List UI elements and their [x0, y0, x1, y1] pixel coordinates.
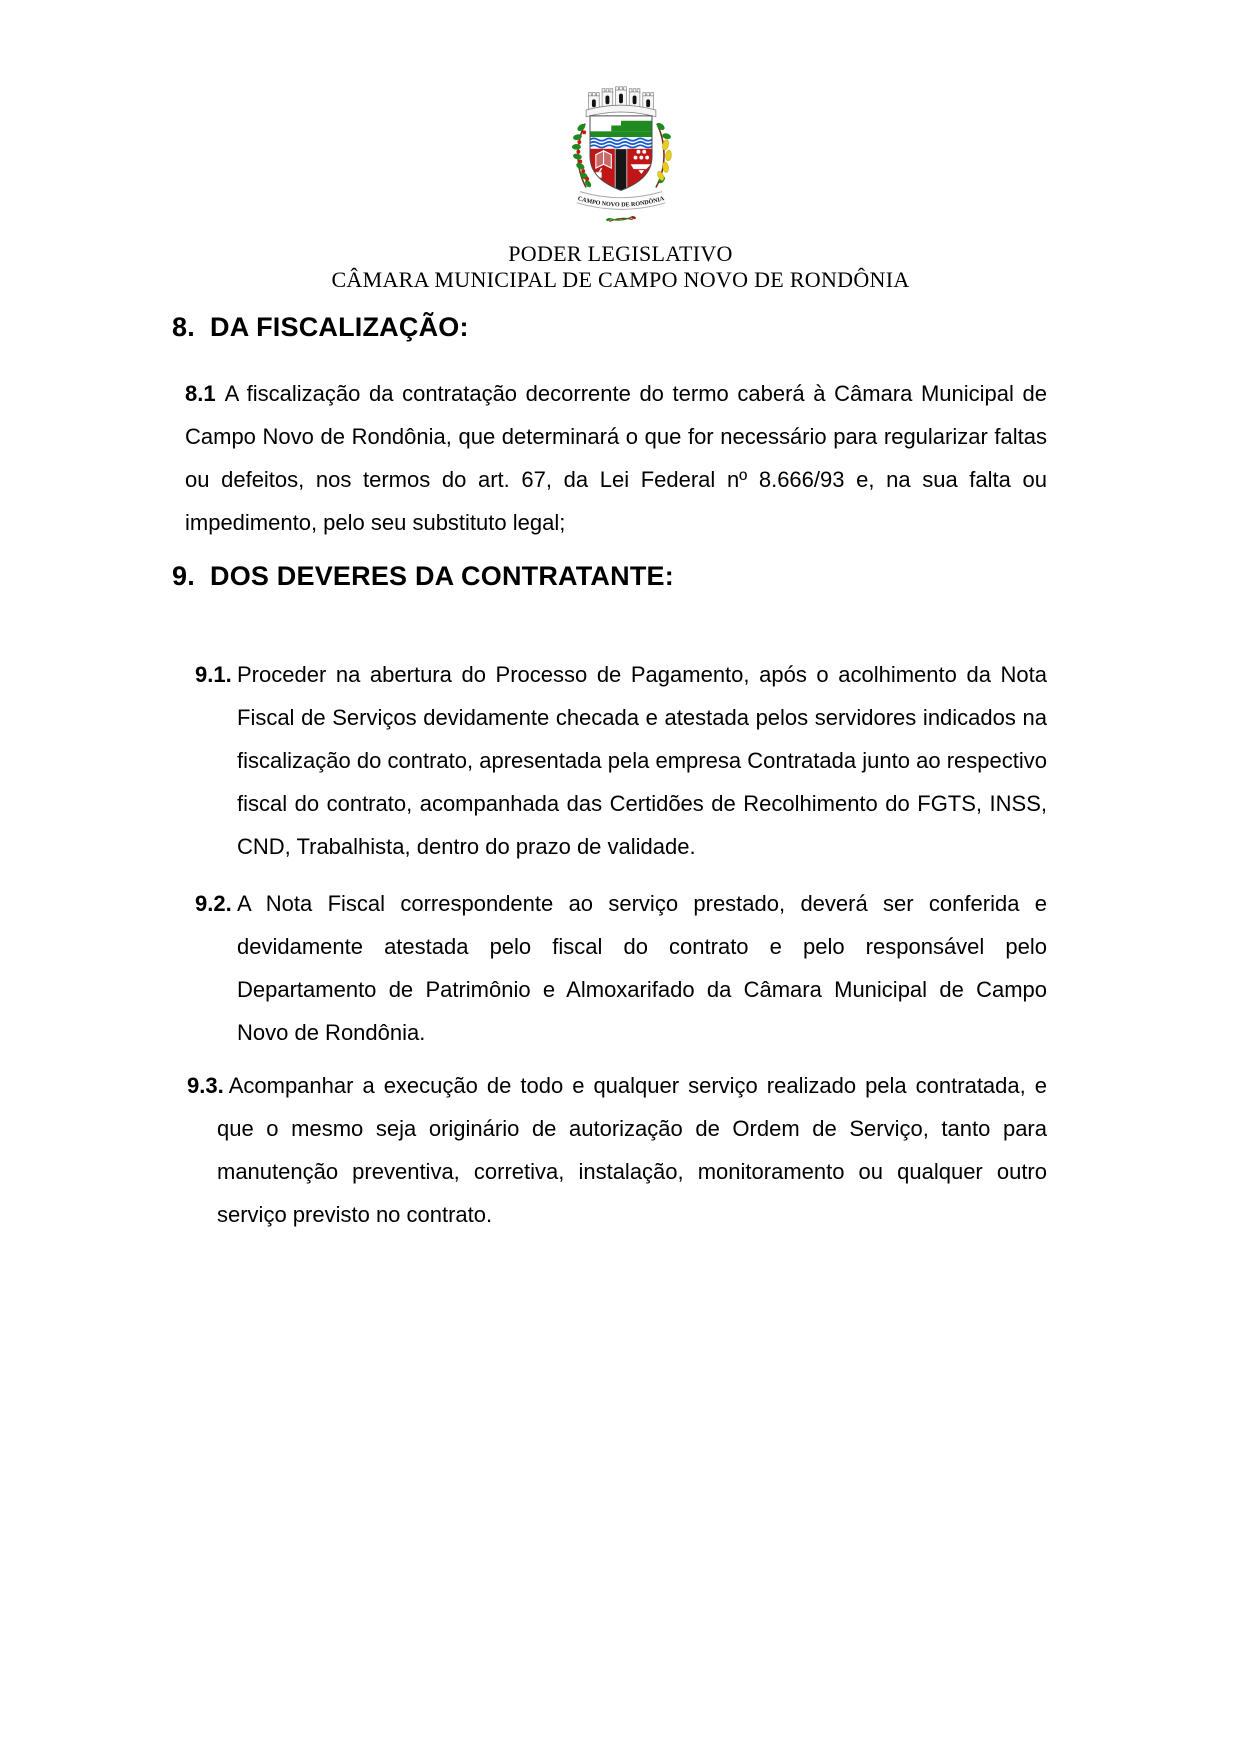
banner-ribbon — [576, 196, 665, 209]
section-9-heading — [172, 559, 1241, 593]
clause-9-3-number: 9.3. — [187, 1073, 224, 1098]
section-8-title: DA FISCALIZAÇÃO: — [210, 312, 469, 342]
municipal-coat-of-arms-icon — [553, 80, 689, 235]
section-8-heading — [172, 310, 1241, 344]
clause-9-3-text: Acompanhar a execução de todo e qualquer serviço realizado pela contratada, e que o mesmo seja originário de autorização de Ordem de Serviço, tanto para manutenção preventiva, corretiva, instalação, monitoramento ou qualquer outro serviço previsto no contrato. — [217, 1073, 1047, 1227]
org-line-camara-municipal: CÂMARA MUNICIPAL DE CAMPO NOVO DE RONDÔNIA — [331, 267, 910, 292]
sprig-icon — [605, 215, 635, 221]
section-8-number: 8. — [172, 312, 195, 342]
coffee-branch-icon — [571, 122, 591, 188]
clause-9-1 — [185, 653, 1047, 868]
org-line-poder-legislativo: PODER LEGISLATIVO — [508, 241, 733, 266]
mural-crown-icon — [586, 87, 656, 117]
clause-9-3 — [185, 1064, 1047, 1236]
crest-banner-text: CAMPO NOVO DE RONDÔNIA — [576, 196, 665, 209]
section-9-number: 9. — [172, 561, 195, 591]
clause-8-1 — [185, 372, 1047, 544]
clause-9-1-number: 9.1. — [195, 662, 232, 687]
letterhead — [0, 0, 1241, 293]
document-body — [0, 310, 1241, 1236]
cacao-branch-icon — [655, 121, 671, 187]
clause-9-2-number: 9.2. — [195, 891, 232, 916]
section-9-title: DOS DEVERES DA CONTRATANTE: — [210, 561, 674, 591]
clause-8-1-text: A fiscalização da contratação decorrente do termo caberá à Câmara Municipal de Campo Novo de Rondônia, que determinará o que for necessário para regularizar faltas ou defeitos, nos termos do art. 67, da Lei Federal nº 8.666/93 e, na sua falta ou impedimento, pelo seu substituto legal; — [185, 381, 1047, 535]
clause-9-2 — [185, 882, 1047, 1054]
shield-icon — [590, 116, 652, 194]
clause-9-2-text: A Nota Fiscal correspondente ao serviço prestado, deverá ser conferida e devidamente atestada pelo fiscal do contrato e pelo responsável pelo Departamento de Patrimônio e Almoxarifado da Câmara Municipal de Campo Novo de Rondônia. — [237, 891, 1047, 1045]
clause-9-1-text: Proceder na abertura do Processo de Pagamento, após o acolhimento da Nota Fiscal de Serviços devidamente checada e atestada pelos servidores indicados na fiscalização do contrato, apresentada pela empresa Contratada junto ao respectivo fiscal do contrato, acompanhada das Certidões de Recolhimento do FGTS, INSS, CND, Trabalhista, dentro do prazo de validade. — [237, 662, 1047, 859]
org-header — [0, 241, 1241, 293]
clause-8-1-number: 8.1 — [185, 381, 216, 406]
